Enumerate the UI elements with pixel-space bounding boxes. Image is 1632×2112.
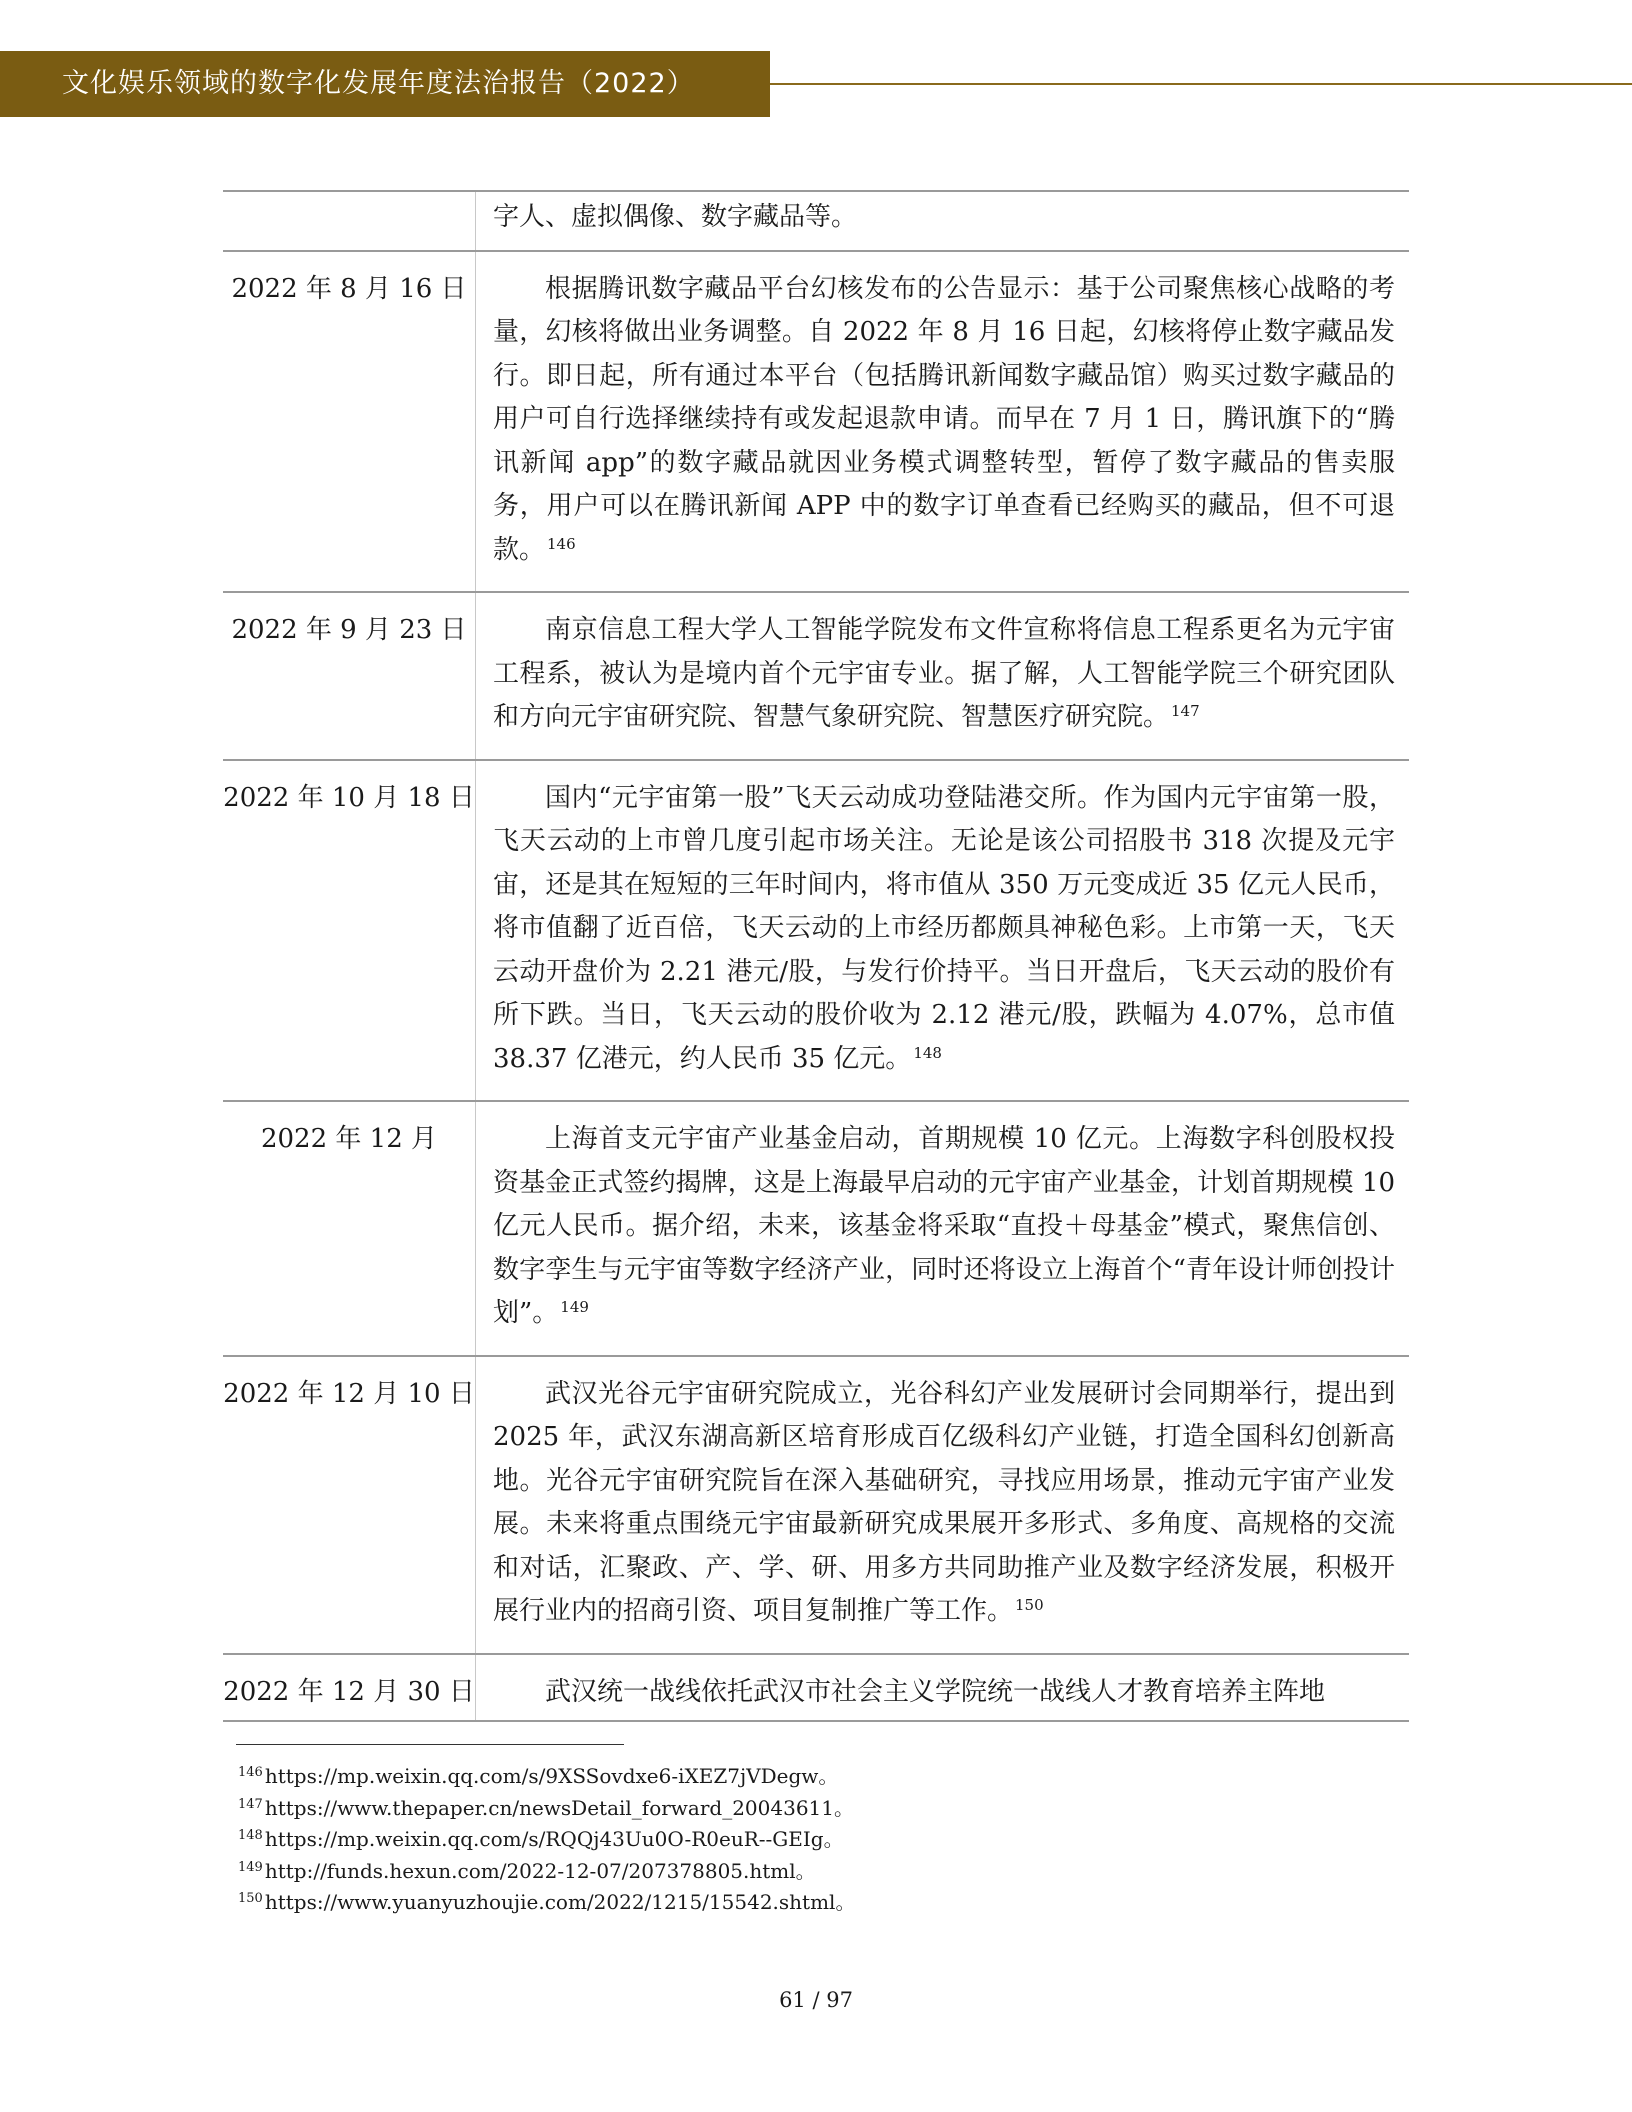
date-cell: [223, 592, 476, 760]
description-cell: [476, 1101, 1410, 1356]
footnote-number: 147: [238, 1796, 263, 1812]
event-text: 上海首支元宇宙产业基金启动，首期规模 10 亿元。上海数字科创股权投资基金正式签约揭牌，这是上海最早启动的元宇宙产业基金，计划首期规模 10 亿元人民币。据介绍，未来，该基金将采取“直投＋母基金”模式，聚焦信创、数字孪生与元宇宙等数字经济产业，同时还将设立上海首个“青年设计师创投计划”。: [493, 1124, 1395, 1328]
description-cell: [476, 1356, 1410, 1654]
footnote-link[interactable]: http://funds.hexun.com/2022-12-07/207378805.html。: [264, 1858, 816, 1883]
footnote: [238, 1824, 1338, 1856]
footnote-reference[interactable]: 149: [560, 1298, 589, 1316]
event-text: 字人、虚拟偶像、数字藏品等。: [493, 202, 858, 232]
description-cell: [476, 251, 1410, 593]
footnote-link[interactable]: https://mp.weixin.qq.com/s/RQQj43Uu0O-R0euR--GEIg。: [264, 1827, 844, 1851]
table-row: [223, 1101, 1409, 1356]
footnote: [238, 1856, 1338, 1888]
date-cell: [223, 191, 476, 251]
event-text: 武汉光谷元宇宙研究院成立，光谷科幻产业发展研讨会同期举行，提出到 2025 年，武汉东湖高新区培育形成百亿级科幻产业链，打造全国科幻创新高地。光谷元宇宙研究院旨在深入基础研究，寻找应用场景，推动元宇宙产业发展。未来将重点围绕元宇宙最新研究成果展开多形式、多角度、高规格的交流和对话，汇聚政、产、学、研、用多方共同助推产业及数字经济发展，积极开展行业内的招商引资、项目复制推广等工作。: [493, 1378, 1395, 1626]
event-date: 2022 年 12 月 30 日: [223, 1676, 475, 1707]
event-description: [493, 1102, 1395, 1355]
footnote-reference[interactable]: 148: [913, 1043, 942, 1062]
footnote-reference[interactable]: 150: [1015, 1596, 1044, 1614]
footnote-link[interactable]: https://www.yuanyuzhoujie.com/2022/1215/15542.shtml。: [264, 1890, 856, 1914]
date-cell: [223, 251, 476, 593]
footnote: [238, 1793, 1338, 1825]
running-header-title: 文化娱乐领域的数字化发展年度法治报告（2022）: [62, 68, 695, 99]
footnote-number: 150: [238, 1891, 263, 1906]
event-text: 武汉统一战线依托武汉市社会主义学院统一战线人才教育培养主阵地: [545, 1676, 1326, 1707]
footnote-number: 149: [238, 1859, 263, 1875]
description-cell: [476, 1654, 1410, 1722]
event-description: [493, 192, 1395, 250]
event-description: [493, 593, 1395, 759]
table-row: [223, 1654, 1409, 1722]
description-cell: [476, 760, 1410, 1102]
event-date: [223, 192, 475, 196]
table-row: [223, 191, 1409, 251]
date-cell: [223, 1356, 476, 1654]
header-rule: [770, 83, 1632, 85]
event-description: [493, 252, 1395, 592]
timeline-table: [223, 190, 1409, 1722]
footnote-link[interactable]: https://www.thepaper.cn/newsDetail_forward_20043611。: [264, 1795, 854, 1820]
table-row: [223, 760, 1409, 1102]
footnote-link[interactable]: https://mp.weixin.qq.com/s/9XSSovdxe6-iXEZ7jVDegw。: [264, 1764, 839, 1788]
event-description: [493, 761, 1395, 1101]
date-cell: [223, 1101, 476, 1356]
footnotes: [238, 1761, 1338, 1919]
footnote-number: 146: [238, 1765, 263, 1780]
table-row: [223, 1356, 1409, 1654]
table-row: [223, 592, 1409, 760]
footnote-reference[interactable]: 147: [1171, 702, 1200, 720]
event-text: 国内“元宇宙第一股”飞天云动成功登陆港交所。作为国内元宇宙第一股，飞天云动的上市曾几度引起市场关注。无论是该公司招股书 318 次提及元宇宙，还是其在短短的三年时间内，将市值从 350 万元变成近 35 亿元人民币，将市值翻了近百倍，飞天云动的上市经历都颇具神秘色彩。上市第一天，飞天云动开盘价为 2.21 港元/股，与发行价持平。当日开盘后，飞天云动的股价有所下跌。当日，飞天云动的股价收为 2.12 港元/股，跌幅为 4.07%，总市值 38.37 亿港元，约人民币 35 亿元。: [493, 782, 1395, 1074]
description-cell: [476, 191, 1410, 251]
footnote-number: 148: [238, 1828, 263, 1843]
footnote: [238, 1887, 1338, 1919]
page-number: 61 / 97: [779, 1988, 853, 2012]
date-cell: [223, 1654, 476, 1722]
event-text: 南京信息工程大学人工智能学院发布文件宣称将信息工程系更名为元宇宙工程系，被认为是境内首个元宇宙专业。据了解，人工智能学院三个研究团队和方向元宇宙研究院、智慧气象研究院、智慧医疗研究院。: [493, 615, 1395, 732]
event-date: 2022 年 8 月 16 日: [231, 273, 467, 304]
description-cell: [476, 592, 1410, 760]
footnote: [238, 1761, 1338, 1793]
footnote-separator: [236, 1744, 624, 1745]
event-date: 2022 年 9 月 23 日: [231, 615, 467, 645]
footnote-reference[interactable]: 146: [547, 534, 576, 553]
event-text: 根据腾讯数字藏品平台幻核发布的公告显示：基于公司聚焦核心战略的考量，幻核将做出业务调整。自 2022 年 8 月 16 日起，幻核将停止数字藏品发行。即日起，所有通过本平台（包括腾讯新闻数字藏品馆）购买过数字藏品的用户可自行选择继续持有或发起退款申请。而早在 7 月 1 日，腾讯旗下的“腾讯新闻 app”的数字藏品就因业务模式调整转型，暂停了数字藏品的售卖服务，用户可以在腾讯新闻 APP 中的数字订单查看已经购买的藏品，但不可退款。: [493, 273, 1395, 565]
event-description: [493, 1357, 1395, 1653]
date-cell: [223, 760, 476, 1102]
event-date: 2022 年 12 月: [260, 1124, 438, 1154]
table-row: [223, 251, 1409, 593]
event-date: 2022 年 12 月 10 日: [223, 1378, 475, 1409]
event-description: [493, 1655, 1395, 1721]
event-date: 2022 年 10 月 18 日: [223, 782, 475, 813]
